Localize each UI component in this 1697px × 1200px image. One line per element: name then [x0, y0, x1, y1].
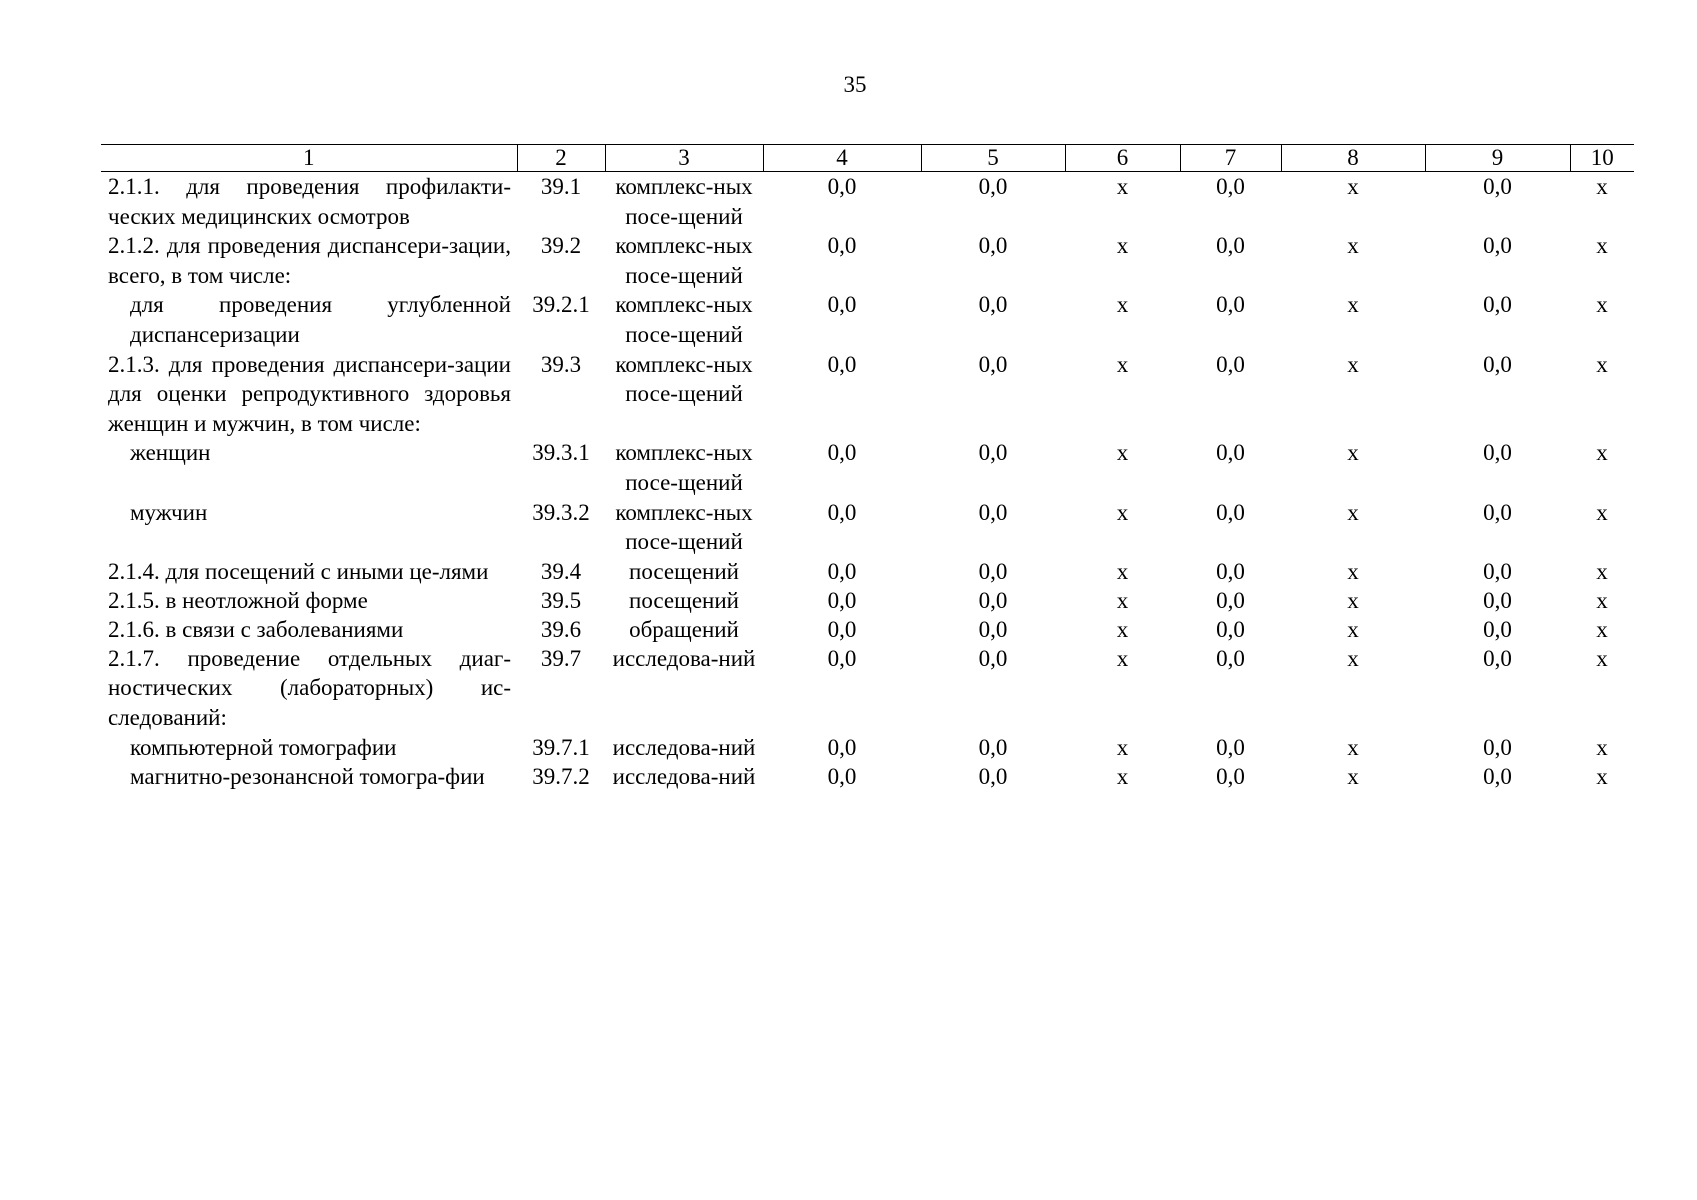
col9-cell: 0,0	[1483, 558, 1512, 584]
col9-cell: 0,0	[1483, 351, 1512, 377]
col5-cell: 0,0	[978, 233, 1008, 259]
col9-cell: 0,0	[1483, 587, 1512, 613]
col6-cell: х	[1116, 734, 1129, 760]
indicator-name-cell: 2.1.1. для проведения профилакти-ческих медицинских осмотров	[108, 174, 511, 229]
col6-cell: х	[1116, 174, 1129, 199]
indicator-name-cell: 2.1.2. для проведения диспансери-зации, всего, в том числе:	[108, 233, 511, 288]
header-cell-4: 4	[763, 145, 921, 172]
header-cell-3: 3	[605, 145, 763, 172]
col5-cell: 0,0	[978, 292, 1008, 318]
page-number: 35	[843, 72, 867, 97]
col8-cell: х	[1347, 292, 1359, 318]
code-cell: 39.1	[540, 174, 582, 199]
indicator-name-cell: мужчин	[130, 499, 208, 525]
col9-cell: 0,0	[1483, 292, 1512, 318]
header-cell-8: 8	[1281, 145, 1425, 172]
col8-cell: х	[1347, 734, 1359, 760]
table-row	[101, 438, 1634, 497]
code-cell: 39.5	[540, 587, 582, 613]
col7-cell: 0,0	[1216, 558, 1245, 584]
col6-cell: х	[1116, 233, 1129, 259]
col6-cell: х	[1116, 499, 1129, 525]
col9-cell: 0,0	[1483, 645, 1512, 671]
col10-cell: х	[1596, 292, 1608, 318]
col10-cell: х	[1596, 616, 1608, 642]
data-table	[101, 144, 1634, 792]
unit-cell: комплекс-ных посе-щений	[615, 499, 753, 555]
col6-cell: х	[1116, 587, 1129, 613]
table-row	[101, 290, 1634, 349]
col4-cell: 0,0	[827, 351, 857, 377]
col5-cell: 0,0	[978, 558, 1008, 584]
col9-cell: 0,0	[1483, 499, 1512, 525]
col4-cell: 0,0	[827, 233, 857, 259]
header-cell-10: 10	[1570, 145, 1634, 172]
code-cell: 39.3.1	[532, 440, 590, 466]
code-cell: 39.7.2	[532, 764, 590, 790]
col7-cell: 0,0	[1216, 351, 1245, 377]
col10-cell: х	[1596, 351, 1608, 377]
col4-cell: 0,0	[827, 292, 857, 318]
unit-cell: исследова-ний	[612, 645, 756, 671]
col10-cell: х	[1596, 645, 1608, 671]
col4-cell: 0,0	[827, 174, 857, 199]
table-row	[101, 498, 1634, 557]
header-cell-1: 1	[101, 145, 517, 172]
col8-cell: х	[1347, 587, 1359, 613]
col10-cell: х	[1596, 764, 1608, 790]
col10-cell: х	[1596, 734, 1608, 760]
col8-cell: х	[1347, 351, 1359, 377]
col8-cell: х	[1347, 645, 1359, 671]
col8-cell: х	[1347, 499, 1359, 525]
indicator-name-cell: 2.1.4. для посещений с иными це-лями	[108, 558, 489, 584]
col10-cell: х	[1596, 440, 1608, 466]
col8-cell: х	[1347, 440, 1359, 466]
col10-cell: х	[1596, 233, 1608, 259]
indicator-name-cell: женщин	[130, 440, 211, 466]
unit-cell: комплекс-ных посе-щений	[615, 292, 753, 347]
indicator-name-cell: для проведения углубленной диспансеризации	[130, 292, 511, 347]
unit-cell: посещений	[629, 558, 739, 584]
col5-cell: 0,0	[978, 440, 1008, 466]
table-row	[101, 350, 1634, 439]
col9-cell: 0,0	[1483, 764, 1512, 790]
table-row	[101, 172, 1634, 232]
unit-cell: комплекс-ных посе-щений	[615, 174, 753, 229]
table-row	[101, 557, 1634, 586]
col9-cell: 0,0	[1483, 440, 1512, 466]
unit-cell: комплекс-ных посе-щений	[615, 351, 753, 407]
indicator-name-cell: 2.1.3. для проведения диспансери-зации для оценки репродуктивного здоровья женщин и мужчин, в том числе:	[108, 351, 511, 436]
col10-cell: х	[1596, 174, 1608, 199]
col7-cell: 0,0	[1216, 587, 1245, 613]
col5-cell: 0,0	[978, 616, 1008, 642]
unit-cell: комплекс-ных посе-щений	[615, 233, 753, 288]
col5-cell: 0,0	[978, 734, 1008, 760]
table-row	[101, 586, 1634, 615]
header-row	[101, 145, 1634, 172]
col7-cell: 0,0	[1216, 174, 1245, 199]
col5-cell: 0,0	[978, 499, 1008, 525]
col8-cell: х	[1347, 233, 1359, 259]
col9-cell: 0,0	[1483, 734, 1512, 760]
col10-cell: х	[1596, 499, 1608, 525]
col5-cell: 0,0	[978, 645, 1008, 671]
unit-cell: исследова-ний	[612, 734, 756, 760]
col8-cell: х	[1347, 616, 1359, 642]
col4-cell: 0,0	[827, 645, 857, 671]
code-cell: 39.3	[540, 351, 582, 377]
indicator-name-cell: 2.1.5. в неотложной форме	[108, 587, 368, 613]
col7-cell: 0,0	[1216, 233, 1245, 259]
col6-cell: х	[1116, 292, 1129, 318]
col7-cell: 0,0	[1216, 764, 1245, 790]
code-cell: 39.7.1	[532, 734, 590, 760]
unit-cell: обращений	[629, 616, 739, 642]
col5-cell: 0,0	[978, 587, 1008, 613]
col6-cell: х	[1116, 764, 1129, 790]
col5-cell: 0,0	[978, 174, 1008, 199]
indicator-name-cell: компьютерной томографии	[130, 734, 397, 760]
col6-cell: х	[1116, 616, 1129, 642]
col6-cell: х	[1116, 440, 1129, 466]
col9-cell: 0,0	[1483, 616, 1512, 642]
indicator-name-cell: 2.1.6. в связи с заболеваниями	[108, 616, 404, 642]
col7-cell: 0,0	[1216, 616, 1245, 642]
table-row	[101, 231, 1634, 290]
col6-cell: х	[1116, 645, 1129, 671]
indicator-name-cell: 2.1.7. проведение отдельных диаг-ностических (лабораторных) ис-следований:	[108, 645, 511, 730]
code-cell: 39.7	[540, 645, 582, 671]
col7-cell: 0,0	[1216, 734, 1245, 760]
col4-cell: 0,0	[827, 734, 857, 760]
header-cell-7: 7	[1180, 145, 1281, 172]
col5-cell: 0,0	[978, 764, 1008, 790]
header-cell-6: 6	[1065, 145, 1180, 172]
col8-cell: х	[1347, 764, 1359, 790]
table-row	[101, 762, 1634, 792]
col5-cell: 0,0	[978, 351, 1008, 377]
unit-cell: исследова-ний	[612, 764, 756, 790]
col8-cell: х	[1347, 558, 1359, 584]
unit-cell: посещений	[629, 587, 739, 613]
col4-cell: 0,0	[827, 558, 857, 584]
col6-cell: х	[1116, 558, 1129, 584]
col7-cell: 0,0	[1216, 440, 1245, 466]
header-cell-9: 9	[1425, 145, 1570, 172]
col6-cell: х	[1116, 351, 1129, 377]
col4-cell: 0,0	[827, 616, 857, 642]
col9-cell: 0,0	[1483, 174, 1512, 199]
code-cell: 39.2.1	[532, 292, 590, 318]
table-body	[101, 172, 1634, 792]
unit-cell: комплекс-ных посе-щений	[615, 440, 753, 495]
table-row	[101, 733, 1634, 763]
col7-cell: 0,0	[1216, 645, 1245, 671]
col7-cell: 0,0	[1216, 292, 1245, 318]
table-row	[101, 644, 1634, 733]
col4-cell: 0,0	[827, 764, 857, 790]
col10-cell: х	[1596, 558, 1608, 584]
table-row	[101, 615, 1634, 644]
code-cell: 39.6	[540, 616, 582, 642]
col4-cell: 0,0	[827, 499, 857, 525]
col8-cell: х	[1347, 174, 1359, 199]
code-cell: 39.2	[540, 233, 582, 259]
col9-cell: 0,0	[1483, 233, 1512, 259]
header-cell-2: 2	[517, 145, 605, 172]
header-cell-5: 5	[921, 145, 1065, 172]
col4-cell: 0,0	[827, 440, 857, 466]
col4-cell: 0,0	[827, 587, 857, 613]
col10-cell: х	[1596, 587, 1608, 613]
code-cell: 39.3.2	[532, 499, 590, 525]
col7-cell: 0,0	[1216, 499, 1245, 525]
indicator-name-cell: магнитно-резонансной томогра-фии	[130, 764, 485, 790]
code-cell: 39.4	[540, 558, 582, 584]
